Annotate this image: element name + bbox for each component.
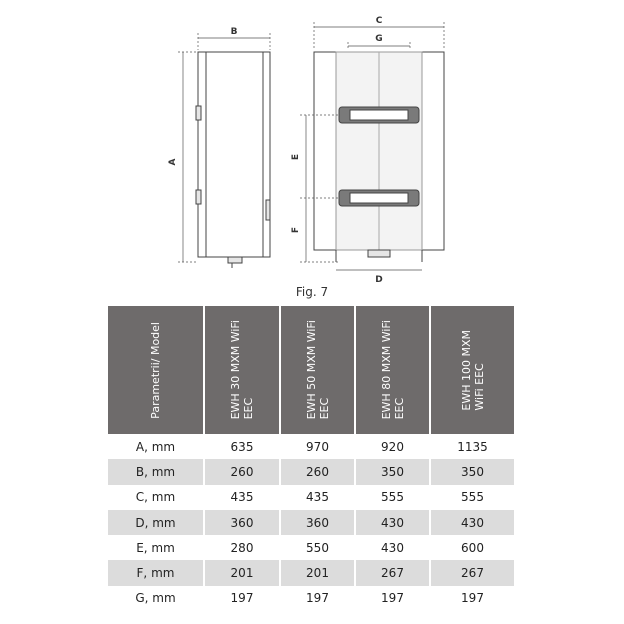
param-cell: G, mm [108, 586, 204, 611]
param-cell: B, mm [108, 459, 204, 484]
param-cell: E, mm [108, 535, 204, 560]
header-model: EWH 50 MXM WiFi EEC [280, 306, 355, 434]
value-cell: 360 [204, 510, 280, 535]
value-cell: 197 [280, 586, 355, 611]
dim-label-f: F [291, 226, 301, 234]
header-model: EWH 80 MXM WiFi EEC [355, 306, 430, 434]
value-cell: 920 [355, 434, 430, 459]
value-cell: 550 [280, 535, 355, 560]
dim-label-d: D [375, 275, 383, 285]
header-model: EWH 30 MXM WiFi EEC [204, 306, 280, 434]
value-cell: 555 [430, 485, 514, 510]
value-cell: 197 [204, 586, 280, 611]
water-heater-dimension-diagram [0, 0, 624, 300]
side-view [196, 52, 270, 268]
value-cell: 201 [280, 560, 355, 585]
value-cell: 360 [280, 510, 355, 535]
value-cell: 201 [204, 560, 280, 585]
value-cell: 280 [204, 535, 280, 560]
value-cell: 555 [355, 485, 430, 510]
dim-label-e: E [291, 153, 301, 161]
value-cell: 350 [430, 459, 514, 484]
value-cell: 197 [355, 586, 430, 611]
table-row [108, 586, 514, 611]
dim-label-c: C [375, 16, 383, 26]
param-cell: F, mm [108, 560, 204, 585]
dim-label-b: B [230, 27, 238, 37]
table-row [108, 535, 514, 560]
value-cell: 350 [355, 459, 430, 484]
table-row [108, 510, 514, 535]
value-cell: 430 [430, 510, 514, 535]
table-row [108, 434, 514, 459]
value-cell: 267 [430, 560, 514, 585]
header-parameter: Parametrii/ Model [108, 306, 204, 434]
param-cell: D, mm [108, 510, 204, 535]
figure-caption: Fig. 7 [295, 285, 329, 299]
value-cell: 267 [355, 560, 430, 585]
dimensions-table [108, 306, 514, 611]
value-cell: 1135 [430, 434, 514, 459]
value-cell: 260 [204, 459, 280, 484]
table-row [108, 485, 514, 510]
header-model: EWH 100 MXM WiFi EEC [430, 306, 514, 434]
value-cell: 197 [430, 586, 514, 611]
table-header-row [108, 306, 514, 434]
param-cell: C, mm [108, 485, 204, 510]
value-cell: 260 [280, 459, 355, 484]
value-cell: 430 [355, 535, 430, 560]
value-cell: 435 [204, 485, 280, 510]
table-row [108, 459, 514, 484]
dim-label-g: G [375, 34, 383, 44]
value-cell: 435 [280, 485, 355, 510]
front-view [314, 52, 444, 262]
value-cell: 970 [280, 434, 355, 459]
dim-label-a: A [168, 158, 178, 166]
param-cell: A, mm [108, 434, 204, 459]
value-cell: 635 [204, 434, 280, 459]
table-row [108, 560, 514, 585]
value-cell: 600 [430, 535, 514, 560]
value-cell: 430 [355, 510, 430, 535]
